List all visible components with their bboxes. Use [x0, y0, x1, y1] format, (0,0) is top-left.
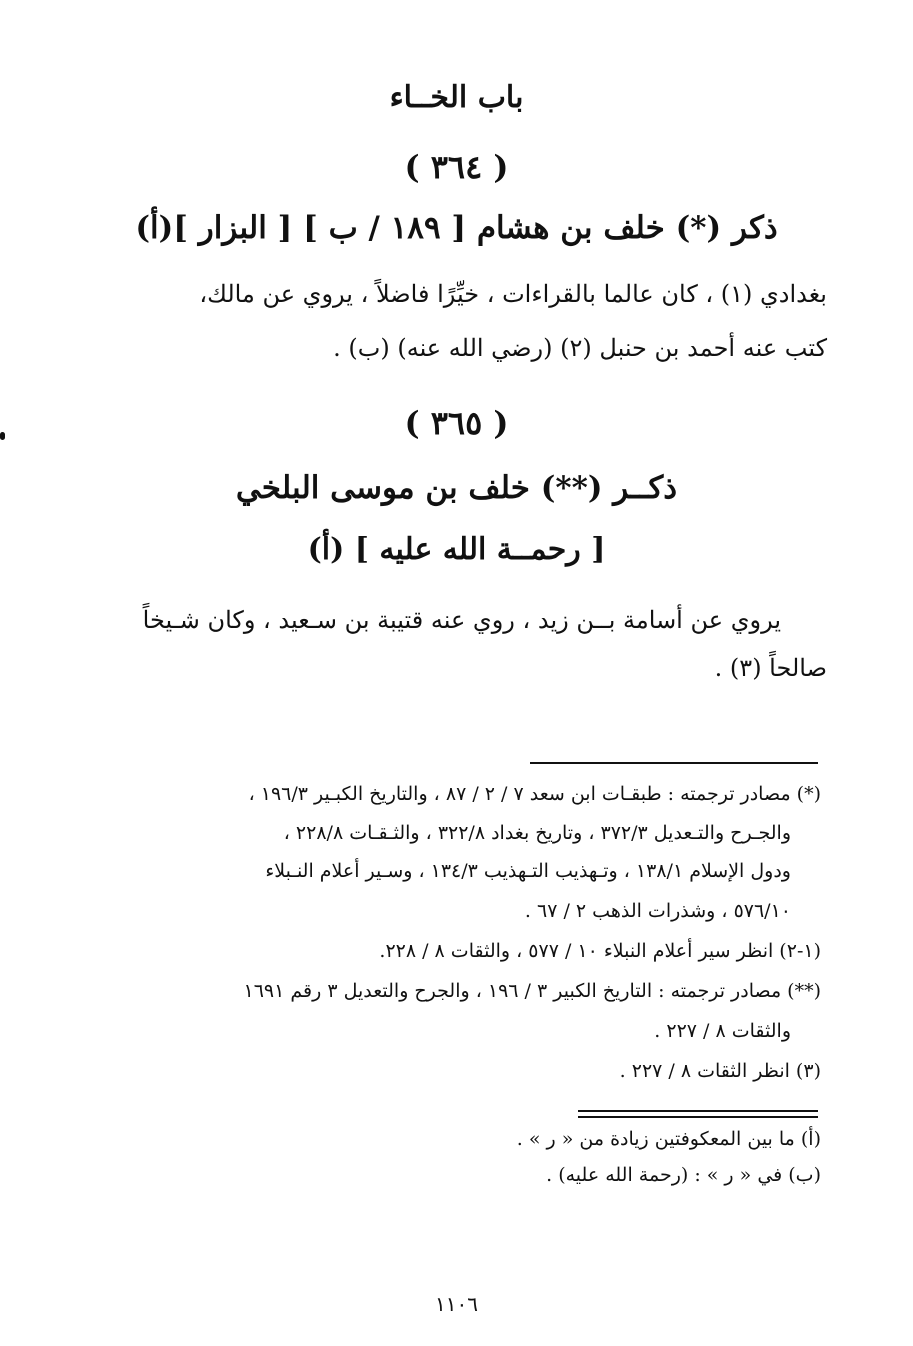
editor-notes-separator-bottom	[578, 1116, 818, 1118]
entry-text-line: يروي عن أسامة بــن زيد ، روي عنه قتيبة بن سـعيد ، وكان شـيخاً	[142, 606, 781, 634]
entry-subheading: [ رحمــة الله عليه ] (أ)	[307, 532, 606, 567]
entry-number: ( ٣٦٥ )	[404, 404, 509, 442]
footnote-line: ٥٧٦/١٠ ، وشذرات الذهب ٢ / ٦٧ .	[524, 900, 791, 922]
footnote-line: ودول الإسلام ١٣٨/١ ، وتـهذيب التـهذيب ١٣٤/٣ ، وسـير أعلام النـبلاء	[265, 860, 791, 882]
footnote-line: (*) مصادر ترجمته : طبقـات ابن سعد ٧ / ٢ / ٨٧ ، والتاريخ الكبـير ١٩٦/٣ ،	[248, 783, 821, 805]
page-number: ١١٠٦	[435, 1292, 478, 1316]
entry-heading: ذكر (*) خلف بن هشام [ ١٨٩ / ب ] [ البزار ](أ)	[135, 210, 778, 246]
entry-text-line: كتب عنه أحمد بن حنبل (٢) (رضي الله عنه) (ب) .	[333, 334, 827, 362]
entry-number: ( ٣٦٤ )	[404, 148, 509, 186]
entry-text-line: صالحاً (٣) .	[714, 654, 827, 682]
footnote-line: (٣) انظر الثقات ٨ / ٢٢٧ .	[619, 1060, 821, 1082]
footnote-line: والثقات ٨ / ٢٢٧ .	[654, 1020, 791, 1042]
footnote-line: (١-٢) انظر سير أعلام النبلاء ١٠ / ٥٧٧ ، والثقات ٨ / ٢٢٨.	[379, 940, 821, 962]
editor-note-line: (أ) ما بين المعكوفتين زيادة من « ر » .	[516, 1128, 821, 1150]
entry-heading: ذكــر (**) خلف بن موسى البلخي	[235, 470, 678, 506]
entry-text-line: بغدادي (١) ، كان عالما بالقراءات ، خيِّرًا فاضلاً ، يروي عن مالك،	[199, 280, 827, 308]
editor-note-line: (ب) في « ر » : (رحمة الله عليه) .	[546, 1164, 821, 1186]
footnote-line: والجـرح والتـعديل ٣٧٢/٣ ، وتاريخ بغداد ٣٢٢/٨ ، والثـقـات ٢٢٨/٨ ،	[283, 822, 791, 844]
editor-notes-separator-top	[578, 1110, 818, 1112]
chapter-title: باب الخــاء	[389, 80, 524, 115]
footnote-separator	[530, 762, 818, 764]
footnote-line: (**) مصادر ترجمته : التاريخ الكبير ٣ / ١٩٦ ، والجرح والتعديل ٣ رقم ١٦٩١	[243, 980, 821, 1002]
